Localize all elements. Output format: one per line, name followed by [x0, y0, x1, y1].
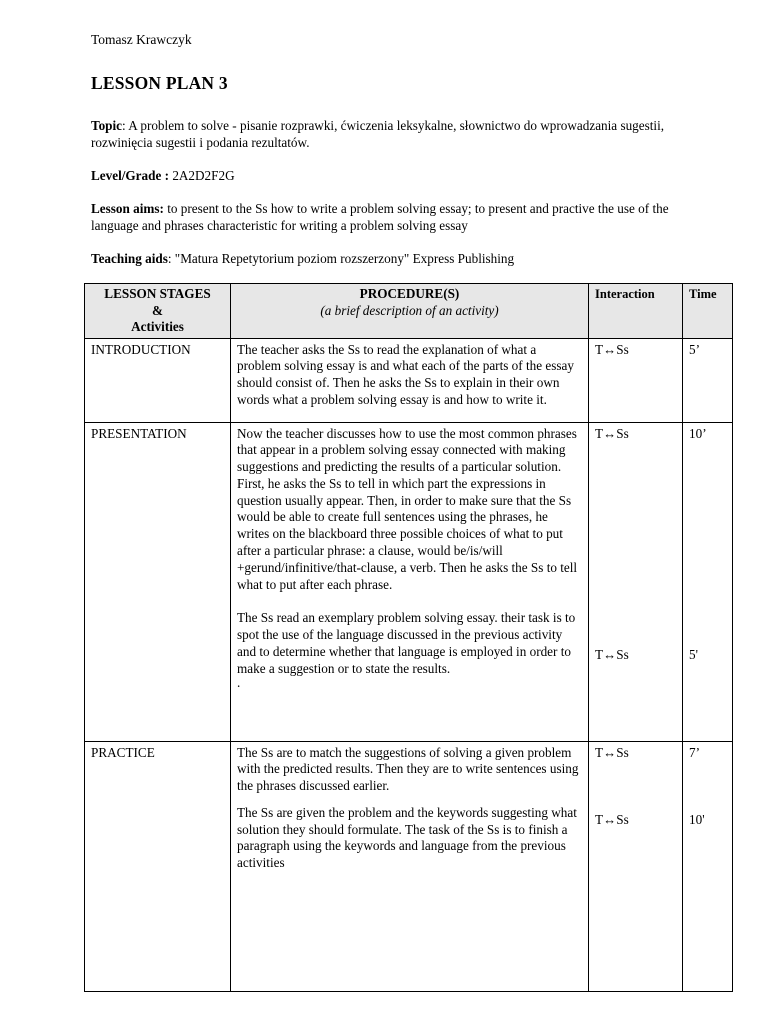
aims-label: Lesson aims:: [91, 201, 164, 216]
header-procedure: [231, 284, 589, 339]
table-row: [85, 338, 733, 422]
time-value: 7’: [689, 744, 700, 760]
procedure-text: The Ss are given the problem and the keywords suggesting what solution they should formulate. The task of the Ss is to finish a paragraph using the keywords and language from the previous activities: [237, 804, 577, 871]
stage-cell: INTRODUCTION: [85, 338, 231, 422]
time-value: 5’: [689, 341, 700, 357]
level-text: 2A2D2F2G: [169, 168, 235, 183]
interaction-cell: [589, 422, 683, 741]
aims-text: to present to the Ss how to write a problem solving essay; to present and practive the use of the language and phrases characteristic for writing a problem solving essay: [91, 201, 669, 233]
header-stage-line2: &: [152, 302, 163, 318]
header-time: Time: [683, 284, 733, 339]
aims-field: [91, 201, 691, 235]
time-cell: [683, 338, 733, 422]
interaction-value: T↔Ss: [595, 744, 629, 760]
interaction-cell: [589, 741, 683, 992]
topic-label: Topic: [91, 118, 123, 133]
stage-cell: PRESENTATION: [85, 422, 231, 741]
header-stage-line3: Activities: [131, 319, 184, 334]
header-procedure-line1: PROCEDURE(S): [359, 286, 460, 301]
procedure-cell: [231, 338, 589, 422]
level-label: Level/Grade :: [91, 168, 170, 183]
time-value: 5': [689, 647, 698, 663]
interaction-cell: [589, 338, 683, 422]
header-interaction: Interaction: [589, 284, 683, 339]
procedure-text: Now the teacher discusses how to use the most common phrases that appear in a problem solving essay connected with making suggestions and predicting the results of a particular solution. First, he asks the Ss to tell in which part the expressions in question usually appear. Then, in order to make sure that the Ss would be able to create full sentences using the phrases, he writes on the blackboard three possible choices of what to put after a particular phrase: a clause, would be/is/will +gerund/infinitive/that-clause, a verb. Then he asks the Ss to tell what to put after each phrase.: [237, 425, 578, 592]
time-cell: [683, 741, 733, 992]
interaction-value: T↔Ss: [595, 341, 629, 357]
topic-field: [91, 118, 691, 152]
aids-field: [91, 251, 691, 268]
table-row: [85, 422, 733, 741]
table-header-row: [85, 284, 733, 339]
trailing-mark: .: [237, 674, 241, 690]
procedure-text: The teacher asks the Ss to read the explanation of what a problem solving essay is and what each of the parts of the essay should consist of. Then he asks the Ss to explain in their own words what a problem solving essay is and how to write it.: [237, 341, 574, 407]
header-stage-line1: LESSON STAGES: [104, 286, 211, 301]
procedure-cell: [231, 422, 589, 741]
topic-text: : A problem to solve - pisanie rozprawki, ćwiczenia leksykalne, słownictwo do wprowadzania sugestii, rozwinięcia sugestii i podania rezultatów.: [91, 118, 665, 150]
level-field: [91, 168, 691, 185]
aids-label: Teaching aids: [91, 251, 168, 266]
author-name: Tomasz Krawczyk: [91, 32, 192, 47]
aids-text: : "Matura Repetytorium poziom rozszerzony" Express Publishing: [167, 251, 515, 266]
stage-cell: PRACTICE: [85, 741, 231, 992]
page-title: LESSON PLAN 3: [91, 73, 228, 93]
table-row: [85, 741, 733, 992]
procedure-cell: [231, 741, 589, 992]
header-procedure-line2: (a brief description of an activity): [320, 302, 499, 318]
procedure-text: The Ss are to match the suggestions of solving a given problem with the predicted results. Then they are to write sentences using the phrases discussed earlier.: [237, 744, 579, 794]
interaction-value: T↔Ss: [595, 425, 629, 441]
lesson-plan-table: [84, 283, 733, 992]
time-value: 10': [689, 812, 705, 828]
time-value: 10’: [689, 425, 707, 441]
interaction-value: T↔Ss: [595, 647, 629, 663]
time-cell: [683, 422, 733, 741]
procedure-text: The Ss read an exemplary problem solving essay. their task is to spot the use of the language discussed in the previous activity and to determine whether that language is employed in order to make a suggestion or to state the results.: [237, 610, 576, 676]
header-lesson-stages: [85, 284, 231, 339]
interaction-value: T↔Ss: [595, 812, 629, 828]
